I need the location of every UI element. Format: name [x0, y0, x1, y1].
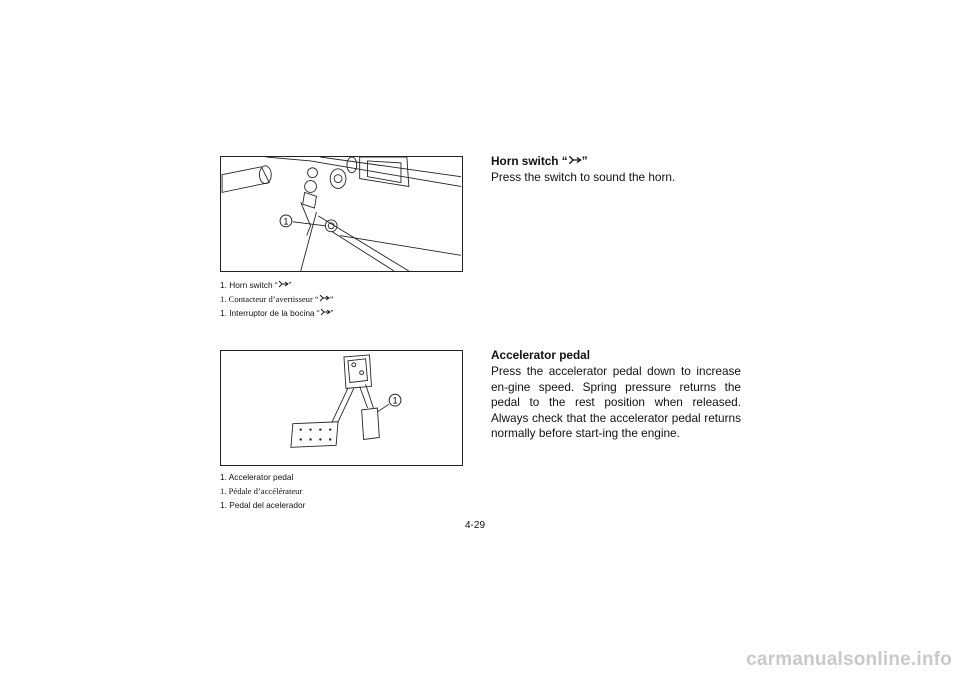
horn-switch-figure — [220, 156, 463, 272]
caption-es: 1. Pedal del acelerador — [220, 500, 306, 510]
horn-icon — [278, 278, 289, 292]
figure2-callout-number: 1 — [392, 395, 398, 406]
horn-icon — [568, 154, 582, 168]
caption-en: 1. Horn switch “ ” — [220, 280, 292, 290]
page-number: 4-29 — [465, 520, 486, 531]
horn-icon — [320, 306, 331, 320]
figure1-callout-number: 1 — [283, 216, 289, 227]
caption-es: 1. Interruptor de la bocina “ ” — [220, 308, 334, 318]
caption-en: 1. Accelerator pedal — [220, 472, 294, 482]
horn-switch-illustration — [221, 157, 462, 271]
horn-icon — [319, 292, 330, 306]
accelerator-pedal-illustration — [221, 351, 462, 465]
horn-switch-heading: Horn switch “ ” — [491, 154, 588, 168]
watermark: carmanualsonline.info — [746, 649, 952, 670]
accelerator-pedal-heading: Accelerator pedal — [491, 348, 591, 362]
horn-switch-body: Press the switch to sound the horn. — [491, 170, 676, 184]
caption-fr: 1. Contacteur d’avertisseur “ ” — [220, 294, 334, 304]
caption-fr: 1. Pédale d’accélérateur — [220, 486, 303, 496]
accelerator-pedal-captions — [220, 470, 305, 512]
accelerator-pedal-body: Press the accelerator pedal down to increase en-gine speed. Spring pressure returns the pedal to the rest position when released. Always check that the accelerator pedal returns normally before start-ing the engine. — [491, 364, 741, 440]
horn-switch-captions — [220, 278, 334, 320]
accelerator-pedal-figure — [220, 350, 463, 466]
